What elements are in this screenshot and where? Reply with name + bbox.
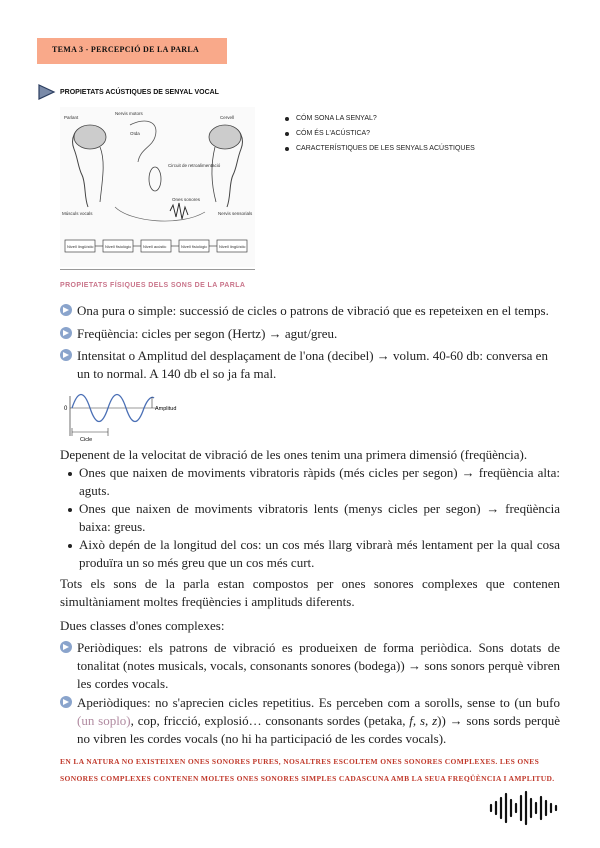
axis-zero-label: 0 xyxy=(64,406,68,412)
diagram-label: Ones sonores xyxy=(172,197,201,202)
diagram-label: Circuit de retroalimentació xyxy=(168,163,221,168)
step-label: Nivell lingüístic xyxy=(219,244,246,249)
arrow-circle-icon xyxy=(60,349,72,361)
frequency-intro: Depenent de la velocitat de vibració de les ones tenim una primera dimensió (freqüència). xyxy=(60,447,528,462)
sine-wave-figure xyxy=(64,392,184,442)
list-item: Periòdiques: els patrons de vibració es produeixen de forma periòdica. Sons dotats de tonalitat (notes musicals, vocals, consonants sonores (bodega)) → sons sonors perquè vibren les cordes vocals. xyxy=(60,639,560,693)
ear-icon xyxy=(149,167,161,191)
list-item: CÓM ÉS L'ACÚSTICA? xyxy=(283,130,475,145)
page-title-box xyxy=(37,38,227,64)
list-item: Això depén de la longitud del cos: un cos més llarg vibrarà més lentament per la qual cosa produïra un so més greu que un cos més curt. xyxy=(60,536,560,572)
complex-waves-paragraph: Tots els sons de la parla estan compostos per ones sonores complexes que contenen simultàniament moltes freqüències i amplituds diferents. xyxy=(60,576,560,609)
subsection-heading: PROPIETATS FÍSIQUES DELS SONS DE LA PARLA xyxy=(60,282,246,289)
amplitude-label: Amplitud xyxy=(155,406,177,412)
diagram-label: Nervis motors xyxy=(115,111,143,116)
diagram-label: Parlant xyxy=(64,115,79,120)
page-title: TEMA 3 - PERCEPCIÓ DE LA PARLA xyxy=(52,45,200,54)
brain-icon xyxy=(74,125,106,149)
triangle-bullet-icon xyxy=(38,84,56,100)
cycle-label: Cicle xyxy=(80,437,93,442)
classes-intro: Dues classes d'ones complexes: xyxy=(60,618,225,633)
arrow-circle-icon xyxy=(60,696,72,708)
list-item: Intensitat o Amplitud del desplaçament de l'ona (decibel) → volum. 40-60 db: conversa en un to normal. A 140 db el so ja fa mal. xyxy=(60,347,560,383)
conclusion-note: EN LA NATURA NO EXISTEIXEN ONES SONORES PURES, NOSALTRES ESCOLTEM ONES SONORES COMPLEXES. LES ONES SONORES COMPLEXES CONTENEN MOLTES ONES SONORES SIMPLES CADASCUNA AMB LA SEUA FREQÜÈNCIA I AMPLITUD. xyxy=(60,757,555,783)
brain-icon xyxy=(209,125,241,149)
frequency-list xyxy=(60,464,560,572)
question-list xyxy=(283,115,475,160)
diagram-divider xyxy=(60,269,255,270)
arrow-circle-icon xyxy=(60,304,72,316)
section-title: PROPIETATS ACÚSTIQUES DE SENYAL VOCAL xyxy=(60,89,219,96)
arrow-circle-icon xyxy=(60,327,72,339)
list-item: Freqüència: cicles per segon (Hertz) → agut/greu. xyxy=(60,325,560,343)
diagram-label: Nervis sensorials xyxy=(218,211,253,216)
list-item: Ones que naixen de moviments vibratoris lents (menys cicles per segon) → freqüència baixa: greus. xyxy=(60,500,560,536)
speech-chain-diagram xyxy=(60,107,255,267)
list-item: CÓM SONA LA SENYAL? xyxy=(283,115,475,130)
list-item: Ones que naixen de moviments vibratoris ràpids (més cicles per segon) → freqüència alta: aguts. xyxy=(60,464,560,500)
diagram-label: Oïda xyxy=(130,131,140,136)
list-item: Ona pura o simple: successió de cicles o patrons de vibració que es repeteixen en el temps. xyxy=(60,302,560,320)
step-label: Nivell fisiològic xyxy=(105,244,132,249)
soundwave-icon xyxy=(488,790,560,826)
step-label: Nivell fisiològic xyxy=(181,244,208,249)
list-item: Aperiòdiques: no s'aprecien cicles repetitius. Es perceben com a sorolls, sense to (un bufo (un soplo), cop, fricció, explosió… consonants sordes (petaka, f, s, z)) → sons sords perquè no vibren les cordes vocals (no hi ha participació de les cordes vocals). xyxy=(60,694,560,748)
step-label: Nivell acústic xyxy=(143,244,167,249)
arrow-circle-icon xyxy=(60,641,72,653)
diagram-label: Cervell xyxy=(220,115,235,120)
step-label: Nivell lingüístic xyxy=(67,244,94,249)
list-item: CARACTERÍSTIQUES DE LES SENYALS ACÚSTIQUES xyxy=(283,145,475,160)
diagram-label: Músculs vocals xyxy=(62,211,93,216)
